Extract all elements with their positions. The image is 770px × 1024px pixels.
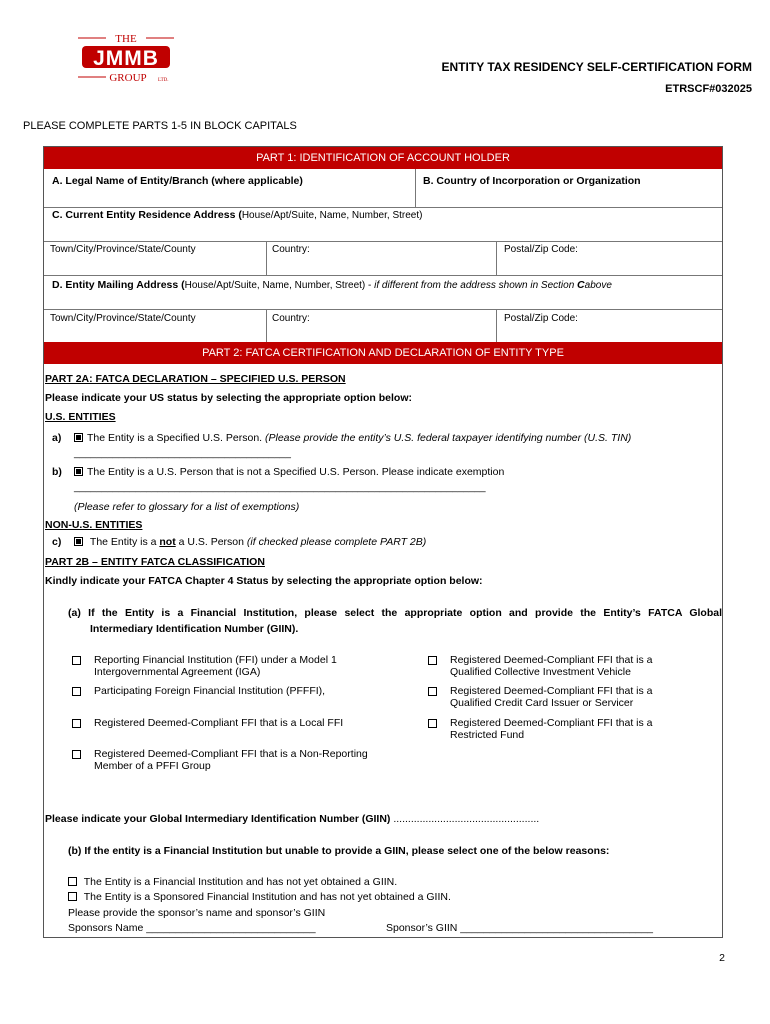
legal-name-label: A. Legal Name of Entity/Branch (where applicable)	[52, 175, 303, 187]
legal-name-field[interactable]	[44, 169, 415, 207]
option-b: The Entity is a U.S. Person that is not a Specified U.S. Person. Please indicate exemption	[74, 466, 504, 478]
option-c-checkbox[interactable]	[74, 537, 83, 546]
option-c-marker: c)	[52, 536, 62, 548]
part2-heading: PART 2: FATCA CERTIFICATION AND DECLARATION OF ENTITY TYPE	[44, 342, 722, 364]
part1-heading: PART 1: IDENTIFICATION OF ACCOUNT HOLDER	[44, 147, 722, 169]
option-a: The Entity is a Specified U.S. Person. (Please provide the entity’s U.S. federal taxpayer identifying number (U.S. TIN)	[74, 432, 631, 444]
jmmb-logo	[76, 30, 176, 88]
mailing-postal-label: Postal/Zip Code:	[504, 313, 578, 324]
part2a-title: PART 2A: FATCA DECLARATION – SPECIFIED U.S. PERSON	[45, 373, 346, 385]
option-a-marker: a)	[52, 432, 62, 444]
page-number: 2	[719, 952, 725, 964]
part2b-prompt: Kindly indicate your FATCA Chapter 4 Status by selecting the appropriate option below:	[45, 575, 483, 587]
option-b-checkbox[interactable]	[74, 467, 83, 476]
sponsor-giin-field[interactable]: Sponsor’s GIIN _________________________________	[386, 922, 654, 934]
no-giin-checkbox-1[interactable]	[68, 877, 77, 886]
credit-card-label: Registered Deemed-Compliant FFI that is a Qualified Credit Card Issuer or Servicer	[450, 685, 653, 709]
fi-a-line2: Intermediary Identification Number (GIIN).	[90, 623, 299, 635]
exemption-note: (Please refer to glossary for a list of exemptions)	[74, 501, 300, 513]
us-entities-heading: U.S. ENTITIES	[45, 411, 116, 423]
restricted-fund-label: Registered Deemed-Compliant FFI that is a Restricted Fund	[450, 717, 653, 741]
restricted-fund-checkbox[interactable]	[428, 719, 437, 728]
ffi-model1-label: Reporting Financial Institution (FFI) under a Model 1 Intergovernmental Agreement (IGA)	[94, 654, 337, 678]
pfffi-label: Participating Foreign Financial Institution (PFFFI),	[94, 685, 326, 697]
qciv-label: Registered Deemed-Compliant FFI that is a Qualified Collective Investment Vehicle	[450, 654, 653, 678]
svg-text:LTD.: LTD.	[158, 78, 169, 83]
fi-a-line1: (a) If the Entity is a Financial Institution, please select the appropriate option and provide the Entity’s FATCA Global	[68, 607, 722, 619]
no-giin-checkbox-2[interactable]	[68, 892, 77, 901]
sponsor-prompt: Please provide the sponsor’s name and sponsor’s GIIN	[68, 907, 326, 919]
mailing-postal-field[interactable]	[497, 310, 722, 342]
residence-country-label: Country:	[272, 244, 310, 255]
pfffi-checkbox[interactable]	[72, 687, 81, 696]
form-title: ENTITY TAX RESIDENCY SELF-CERTIFICATION FORM	[441, 60, 752, 74]
giin-prompt: Please indicate your Global Intermediary Identification Number (GIIN) ..................................................	[45, 813, 540, 825]
ffi-model1-checkbox[interactable]	[72, 656, 81, 665]
non-us-heading: NON-U.S. ENTITIES	[45, 519, 143, 531]
residence-address-label: C. Current Entity Residence Address (House/Apt/Suite, Name, Number, Street)	[52, 209, 423, 221]
form-code: ETRSCF#032025	[665, 83, 752, 95]
credit-card-checkbox[interactable]	[428, 687, 437, 696]
option-c: The Entity is a not a U.S. Person (if checked please complete PART 2B)	[74, 536, 426, 548]
form-box	[43, 146, 723, 938]
residence-address-field[interactable]	[44, 208, 722, 241]
mailing-town-field[interactable]	[44, 310, 266, 342]
option-a-checkbox[interactable]	[74, 433, 83, 442]
giin-field[interactable]: ..................................................	[393, 813, 540, 825]
residence-country-field[interactable]	[267, 242, 496, 275]
country-incorporation-field[interactable]	[416, 169, 722, 207]
residence-postal-label: Postal/Zip Code:	[504, 244, 578, 255]
part2b-title: PART 2B – ENTITY FATCA CLASSIFICATION	[45, 556, 265, 568]
svg-text:THE: THE	[115, 33, 137, 45]
fi-b-prompt: (b) If the entity is a Financial Institution but unable to provide a GIIN, please select one of the below reasons:	[68, 845, 610, 857]
exemption-line[interactable]: __________________________________________________________________________	[74, 482, 486, 493]
non-reporting-checkbox[interactable]	[72, 750, 81, 759]
local-ffi-checkbox[interactable]	[72, 719, 81, 728]
residence-town-label: Town/City/Province/State/County	[50, 244, 196, 255]
svg-text:GROUP: GROUP	[109, 72, 147, 84]
mailing-town-label: Town/City/Province/State/County	[50, 313, 196, 324]
sponsor-name-field[interactable]: Sponsors Name _____________________________	[68, 922, 316, 934]
us-tin-line[interactable]: _______________________________________	[74, 448, 291, 459]
country-incorporation-label: B. Country of Incorporation or Organization	[423, 175, 641, 187]
instructions: PLEASE COMPLETE PARTS 1-5 IN BLOCK CAPITALS	[23, 120, 297, 132]
no-giin-option-1: The Entity is a Financial Institution and has not yet obtained a GIIN.	[68, 876, 397, 888]
local-ffi-label: Registered Deemed-Compliant FFI that is a Local FFI	[94, 717, 344, 729]
mailing-address-label: D. Entity Mailing Address (House/Apt/Suite, Name, Number, Street) - if different from the address shown in Section Cabove	[52, 279, 612, 291]
non-reporting-label: Registered Deemed-Compliant FFI that is a Non-Reporting Member of a PFFI Group	[94, 748, 368, 772]
mailing-country-label: Country:	[272, 313, 310, 324]
residence-town-field[interactable]	[44, 242, 266, 275]
no-giin-option-2: The Entity is a Sponsored Financial Institution and has not yet obtained a GIIN.	[68, 891, 451, 903]
mailing-address-field[interactable]	[44, 276, 722, 309]
part2a-prompt: Please indicate your US status by selecting the appropriate option below:	[45, 392, 412, 404]
qciv-checkbox[interactable]	[428, 656, 437, 665]
svg-text:JMMB: JMMB	[93, 47, 159, 70]
residence-postal-field[interactable]	[497, 242, 722, 275]
option-b-marker: b)	[52, 466, 62, 478]
mailing-country-field[interactable]	[267, 310, 496, 342]
